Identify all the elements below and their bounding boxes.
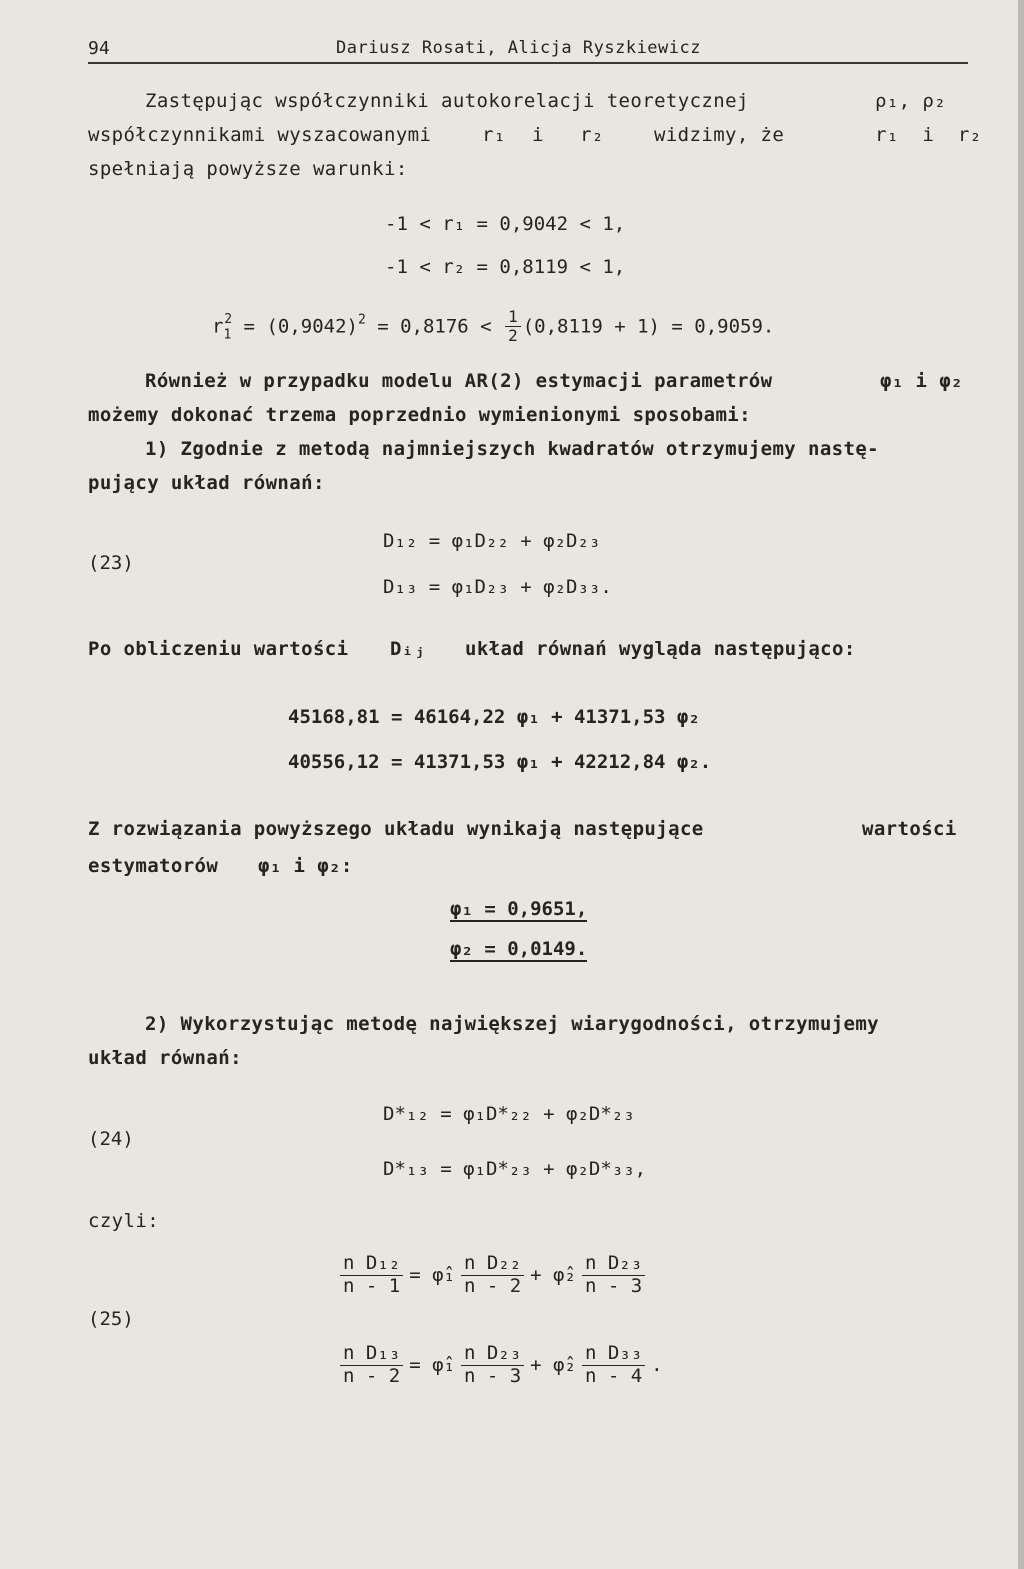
eq23-row1: D₁₂ = φ₁D₂₂ + φ₂D₂₃ (383, 530, 601, 552)
condition-r1: -1 < r₁ = 0,9042 < 1, (385, 213, 626, 235)
result-phi2: φ₂ = 0,0149. (450, 938, 588, 960)
para3-line1: Po obliczeniu wartości (88, 638, 349, 660)
eq24-label: (24) (88, 1128, 134, 1150)
para1-line1: Zastępując współczynniki autokorelacji teoretycznej (145, 90, 749, 112)
eq25-row2: $\frac{\text{n D₁₃}}{n - 2}$ = φ̂₁ $\frac{\text{n D₂₃}}{n - 3}$ + φ̂₂ $\frac{\text{n D₃₃}}{n - 4}$ . (340, 1343, 663, 1388)
para4-phi: φ₁ i φ₂: (258, 855, 353, 877)
condition-r1-squared: $r_1^2 = (0,9042)^2 = 0,8176$ < $\frac{1}{2}$ (0,8119 + 1) = 0,9059. (212, 307, 775, 346)
para1-r1-r2: r₁ i r₂ (875, 124, 982, 146)
para4-line2: estymatorów (88, 855, 219, 877)
para2-line3: 1) Zgodnie z metodą najmniejszych kwadratów otrzymujemy nastę- (145, 438, 880, 460)
condition-r2: -1 < r₂ = 0,8119 < 1, (385, 256, 626, 278)
result-phi1: φ₁ = 0,9651, (450, 898, 588, 920)
para1-and: i (532, 124, 544, 146)
para5-line1: 2) Wykorzystując metodę największej wiarygodności, otrzymujemy (145, 1013, 880, 1035)
eq24-row2: D*₁₃ = φ₁D*₂₃ + φ₂D*₃₃, (383, 1158, 647, 1180)
page-number: 94 (88, 38, 110, 59)
para1-widzimy: widzimy, że (654, 124, 785, 146)
para1-r1: r₁ (482, 124, 506, 146)
para1-line3: spełniają powyższe warunki: (88, 158, 408, 180)
numeric-row1: 45168,81 = 46164,22 φ₁ + 41371,53 φ₂ (288, 706, 700, 728)
para3-line1b: układ równań wygląda następująco: (465, 638, 856, 660)
eq24-row1: D*₁₂ = φ₁D*₂₂ + φ₂D*₂₃ (383, 1103, 635, 1125)
para3-dij: Dᵢⱼ (390, 638, 426, 660)
para1-r2: r₂ (580, 124, 604, 146)
para2-line2: możemy dokonać trzema poprzednio wymienionymi sposobami: (88, 404, 751, 426)
para2-line4: pujący układ równań: (88, 472, 325, 494)
eq25-label: (25) (88, 1308, 134, 1330)
header-authors: Dariusz Rosati, Alicja Ryszkiewicz (336, 38, 701, 58)
para1-line2: współczynnikami wyszacowanymi (88, 124, 432, 146)
para2-line1: Również w przypadku modelu AR(2) estymacji parametrów (145, 370, 773, 392)
eq23-label: (23) (88, 552, 134, 574)
czyli-text: czyli: (88, 1210, 160, 1232)
para1-rho: ρ₁, ρ₂ (875, 90, 947, 112)
para4-wartosci: wartości (862, 818, 957, 840)
para2-phi: φ₁ i φ₂ (880, 370, 963, 392)
eq23-row2: D₁₃ = φ₁D₂₃ + φ₂D₃₃. (383, 576, 612, 598)
eq25-row1: $\frac{\text{n D₁₂}}{n - 1}$ = φ̂₁ $\frac{\text{n D₂₂}}{n - 2}$ + φ̂₂ $\frac{\text{n D₂₃}}{n - 3}$ (340, 1253, 645, 1298)
running-header (88, 38, 968, 64)
numeric-row2: 40556,12 = 41371,53 φ₁ + 42212,84 φ₂. (288, 751, 712, 773)
para5-line2: układ równań: (88, 1047, 242, 1069)
para4-line1: Z rozwiązania powyższego układu wynikają następujące (88, 818, 704, 840)
